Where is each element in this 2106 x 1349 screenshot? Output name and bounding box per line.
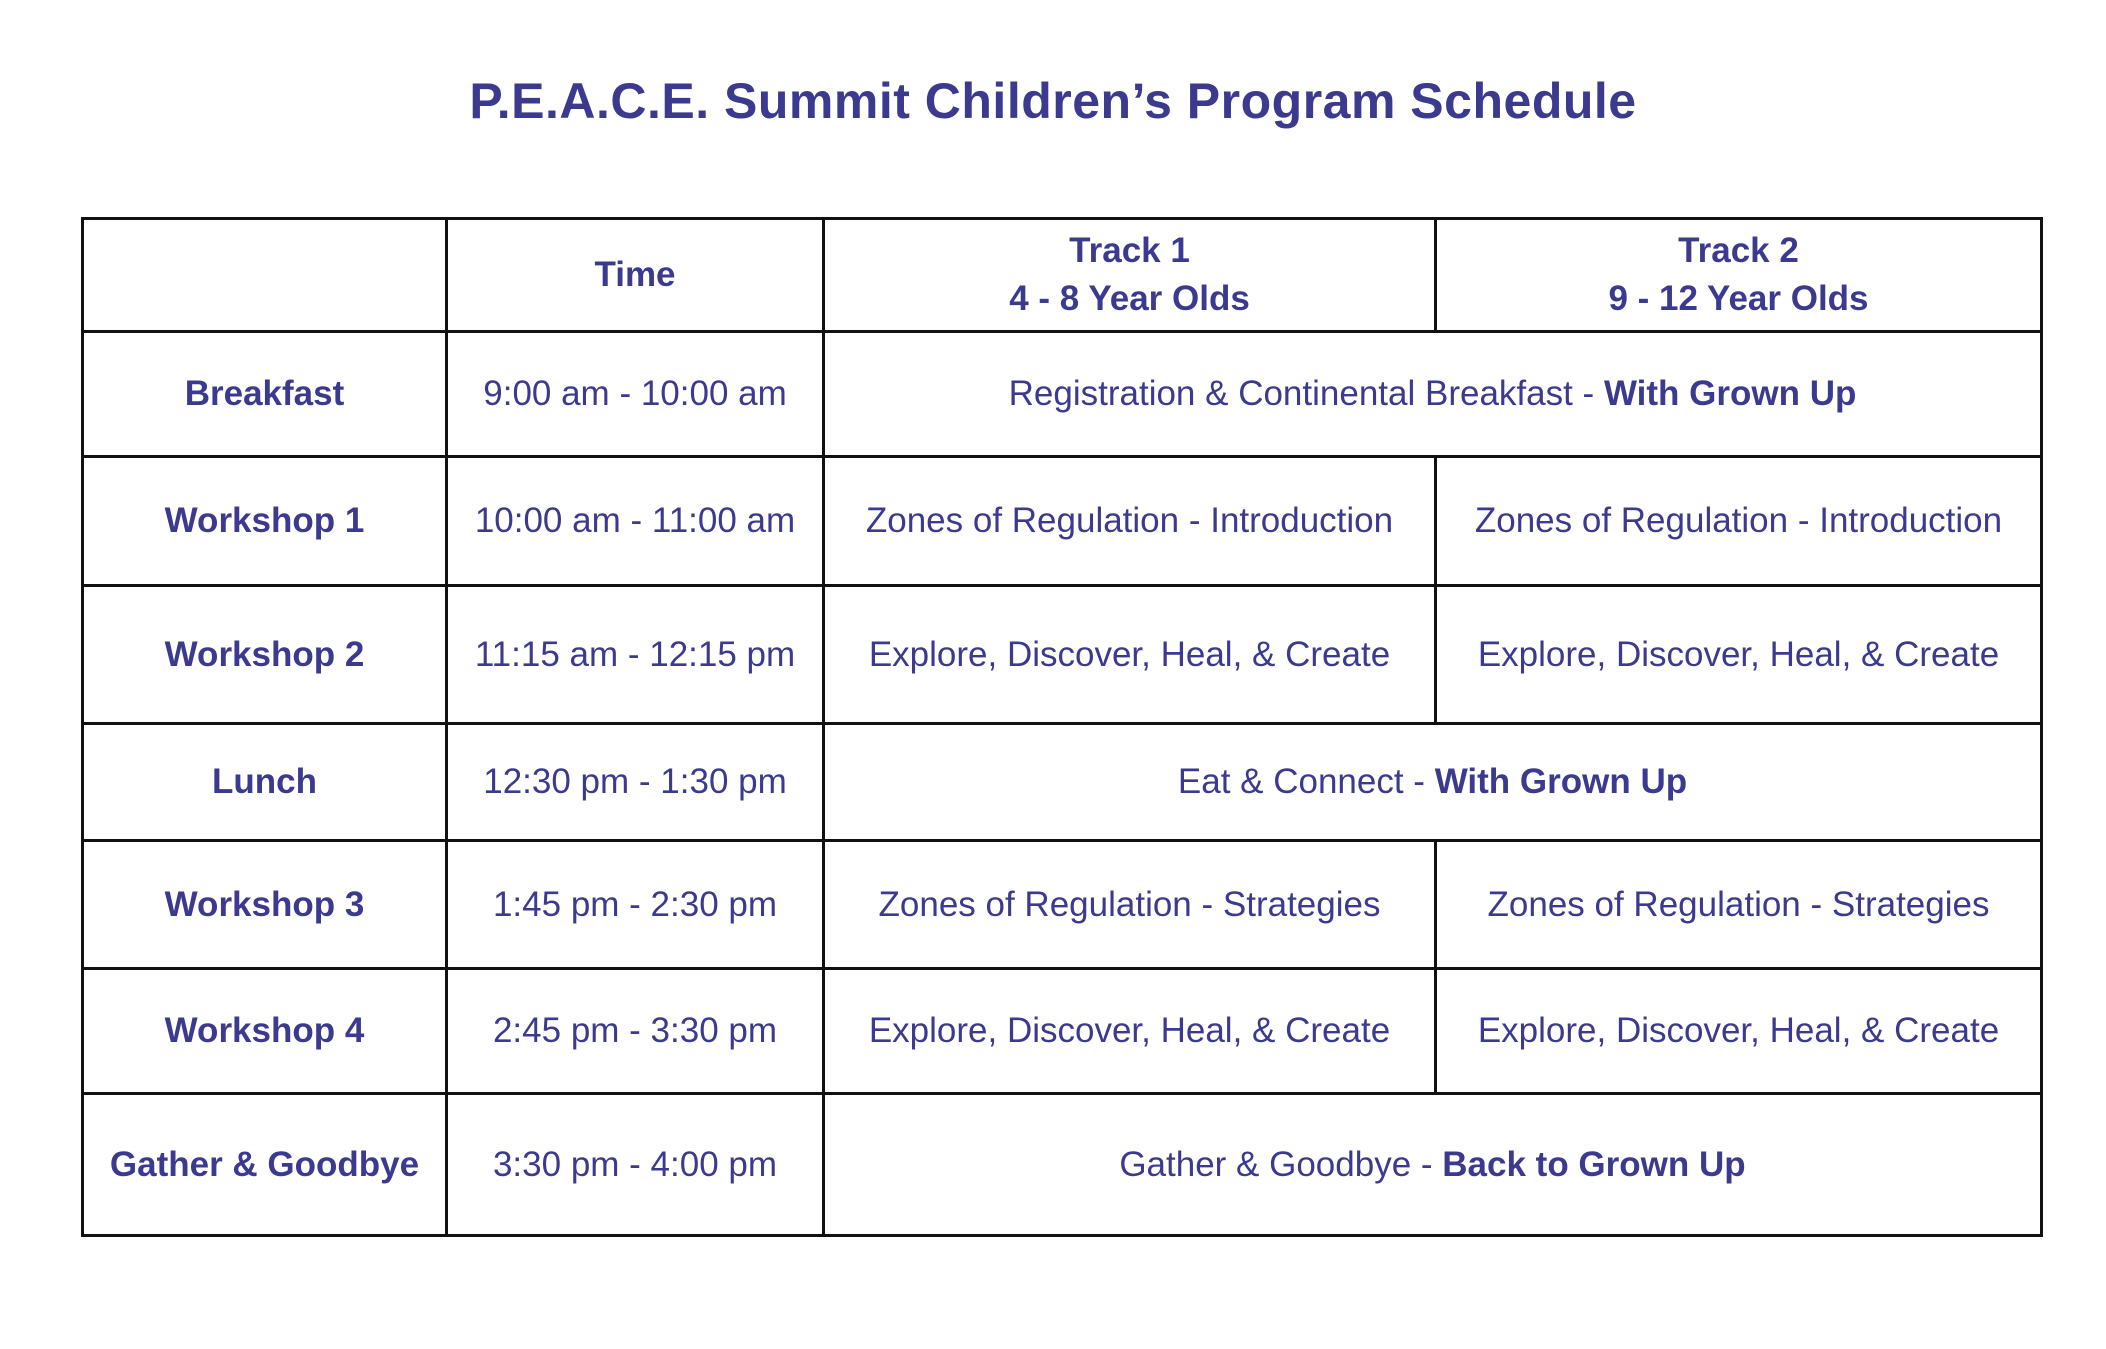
track-1-activity-cell: Explore, Discover, Heal, & Create: [824, 969, 1436, 1094]
row-label: Lunch: [83, 724, 447, 841]
header-track-2: [1436, 219, 2042, 332]
combined-activity-cell: [824, 724, 2042, 841]
track-2-name: Track 2: [1678, 231, 1799, 270]
page-title: P.E.A.C.E. Summit Children’s Program Schedule: [469, 73, 1637, 129]
row-label: Gather & Goodbye: [83, 1094, 447, 1236]
track-2-ages: 9 - 12 Year Olds: [1608, 279, 1869, 318]
track-2-activity-cell: Explore, Discover, Heal, & Create: [1436, 586, 2042, 724]
table-row-workshop-1: [83, 457, 2042, 586]
row-label: Workshop 3: [83, 841, 447, 969]
table-row-workshop-4: [83, 969, 2042, 1094]
header-row: [83, 219, 2042, 332]
time-cell: 11:15 am - 12:15 pm: [447, 586, 824, 724]
time-cell: 9:00 am - 10:00 am: [447, 332, 824, 457]
table-row-breakfast: [83, 332, 2042, 457]
activity-emphasis: Back to Grown Up: [1442, 1144, 1746, 1184]
row-label: Workshop 2: [83, 586, 447, 724]
track-2-activity-cell: Explore, Discover, Heal, & Create: [1436, 969, 2042, 1094]
time-cell: 3:30 pm - 4:00 pm: [447, 1094, 824, 1236]
track-1-name: Track 1: [1069, 231, 1190, 270]
table-row-gather-goodbye: [83, 1094, 2042, 1236]
combined-activity-cell: [824, 1094, 2042, 1236]
header-blank-cell: [83, 219, 447, 332]
time-cell: 1:45 pm - 2:30 pm: [447, 841, 824, 969]
track-1-activity-cell: Zones of Regulation - Strategies: [824, 841, 1436, 969]
time-cell: 10:00 am - 11:00 am: [447, 457, 824, 586]
row-label: Workshop 4: [83, 969, 447, 1094]
track-2-activity-cell: Zones of Regulation - Strategies: [1436, 841, 2042, 969]
header-time: Time: [447, 219, 824, 332]
table-row-workshop-2: [83, 586, 2042, 724]
time-cell: 2:45 pm - 3:30 pm: [447, 969, 824, 1094]
activity-text: Gather & Goodbye -: [1119, 1144, 1443, 1184]
activity-text: Eat & Connect -: [1177, 762, 1435, 801]
track-1-ages: 4 - 8 Year Olds: [1009, 279, 1250, 318]
schedule-table: [81, 217, 2043, 1237]
time-cell: 12:30 pm - 1:30 pm: [447, 724, 824, 841]
combined-activity-cell: [824, 332, 2042, 457]
activity-text: Registration & Continental Breakfast -: [1008, 374, 1604, 413]
table-row-workshop-3: [83, 841, 2042, 969]
row-label: Breakfast: [83, 332, 447, 457]
track-2-activity-cell: Zones of Regulation - Introduction: [1436, 457, 2042, 586]
track-1-activity-cell: Explore, Discover, Heal, & Create: [824, 586, 1436, 724]
header-track-1: [824, 219, 1436, 332]
row-label: Workshop 1: [83, 457, 447, 586]
track-1-activity-cell: Zones of Regulation - Introduction: [824, 457, 1436, 586]
activity-emphasis: With Grown Up: [1603, 374, 1857, 413]
activity-emphasis: With Grown Up: [1434, 762, 1688, 801]
table-row-lunch: [83, 724, 2042, 841]
